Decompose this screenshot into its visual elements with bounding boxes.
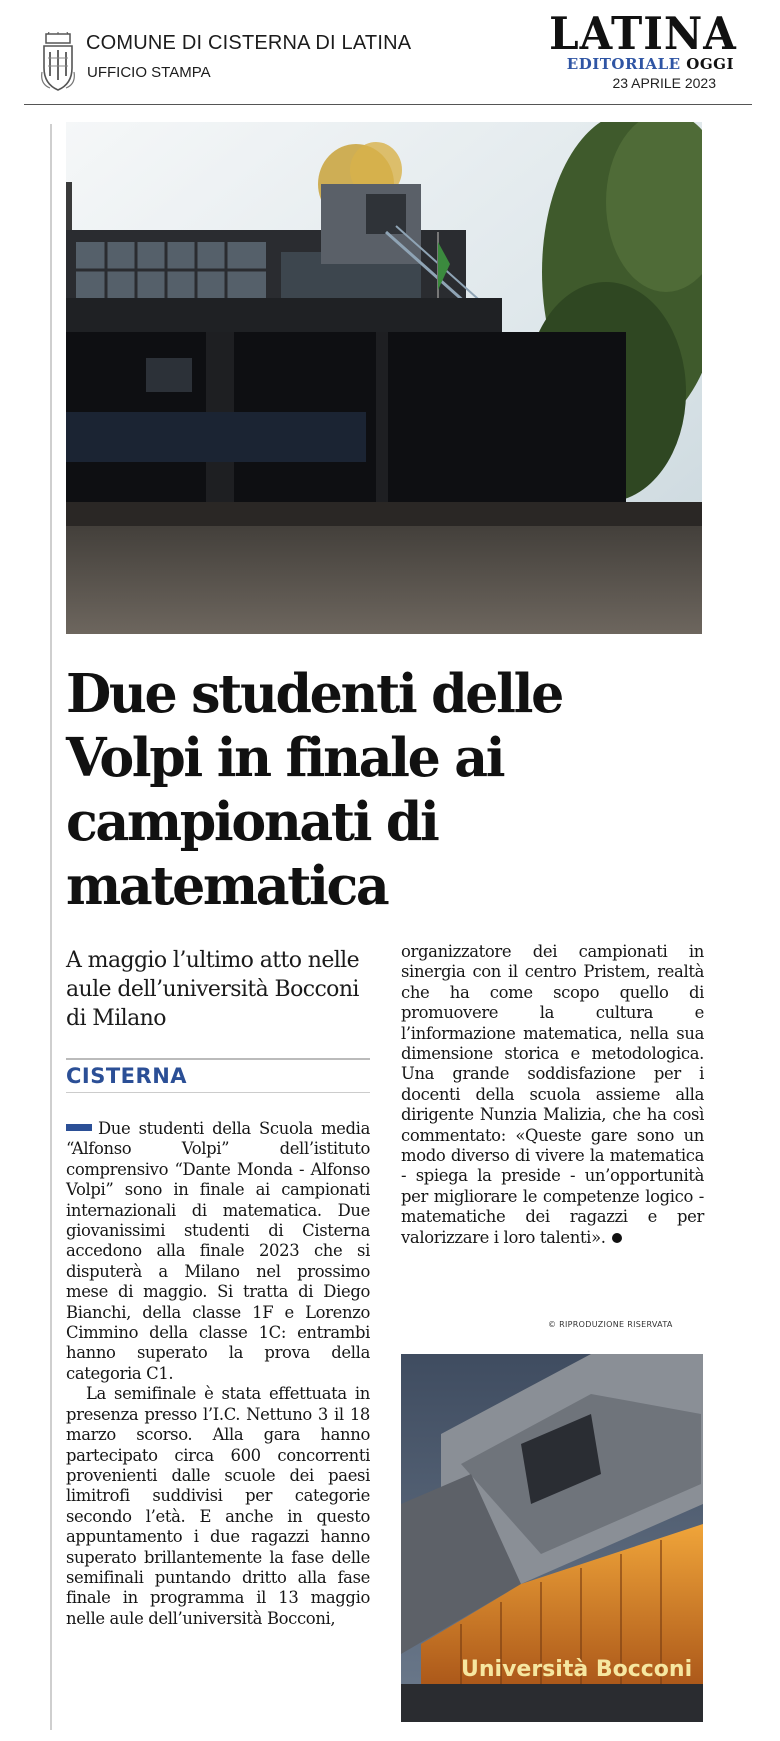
comune-name: COMUNE DI CISTERNA DI LATINA bbox=[86, 32, 412, 54]
article-subheadline: A maggio l’ultimo atto nelle aule dell’università Bocconi di Milano bbox=[66, 948, 360, 1031]
masthead-latina: LATINA bbox=[549, 7, 737, 60]
article-column-1 bbox=[66, 1119, 370, 1629]
body-paragraph-3 bbox=[401, 942, 704, 1248]
copyright-notice: © RIPRODUZIONE RISERVATA bbox=[548, 1320, 673, 1329]
body-paragraph-1 bbox=[66, 1119, 370, 1384]
column-divider bbox=[50, 124, 52, 1730]
lead-marker bbox=[66, 1124, 92, 1131]
body-paragraph-1-text: Due studenti della Scuola media “Alfonso Volpi” dell’istituto comprensivo “Dante Monda - Alfonso Volpi” sono in finale ai campionati internazionali di matematica. Due giovanissimi studenti di Cisterna accedono alla finale 2023 che si disputerà a Milano nel prossimo mese di maggio. Si tratta di Diego Bianchi, della classe 1F e Lorenzo Cimmino della classe 1C: entrambi hanno superato la prova della categoria C1. bbox=[66, 1119, 370, 1383]
kicker-rule-top bbox=[66, 1058, 370, 1060]
school-building-photo bbox=[66, 122, 702, 634]
end-of-article-mark bbox=[612, 1233, 622, 1243]
town-crest-icon bbox=[40, 32, 76, 92]
bocconi-sign-text: Università Bocconi bbox=[461, 1657, 693, 1682]
article-kicker: CISTERNA bbox=[66, 1064, 188, 1088]
publication-date: 23 APRILE 2023 bbox=[612, 75, 716, 91]
masthead-oggi-word: OGGI bbox=[686, 55, 734, 73]
masthead-editoriale-word: EDITORIALE bbox=[566, 55, 681, 73]
school-building-illustration bbox=[66, 122, 702, 634]
article-headline: Due studenti delle Volpi in finale ai campionati di matematica bbox=[66, 663, 562, 917]
kicker-rule-bottom bbox=[66, 1092, 370, 1093]
article-column-2 bbox=[401, 942, 704, 1248]
bocconi-university-photo bbox=[401, 1354, 703, 1722]
newspaper-masthead bbox=[548, 7, 738, 91]
press-header bbox=[24, 0, 752, 105]
body-paragraph-3-text: organizzatore dei campionati in sinergia con il centro Pristem, realtà che ha come scopo quello di promuovere la cultura e l’informazione matematica, nella sua dimensione storica e metodologica. Una grande soddisfazione per i docenti della scuola assieme alla dirigente Nunzia Malizia, che ha così commentato: «Queste gare sono un modo diverso di vivere la matematica - spiega la preside - un’opportunità per migliorare le competenze logico - matematiche dei ragazzi e per valorizzare i loro talenti». bbox=[401, 942, 704, 1247]
bocconi-building-illustration bbox=[401, 1354, 703, 1722]
body-paragraph-2: La semifinale è stata effettuata in presenza presso l’I.C. Nettuno 3 il 18 marzo scorso. Alla gara hanno partecipato circa 600 concorrenti provenienti dalle scuole dei paesi limitrofi suddivisi per categorie secondo l’età. E anche in questo appuntamento i due ragazzi hanno superato brillantemente la fase delle semifinali puntando dritto alla fase finale in programma il 13 maggio nelle aule dell’università Bocconi, bbox=[66, 1384, 370, 1628]
ufficio-stampa-label: UFFICIO STAMPA bbox=[87, 64, 211, 81]
